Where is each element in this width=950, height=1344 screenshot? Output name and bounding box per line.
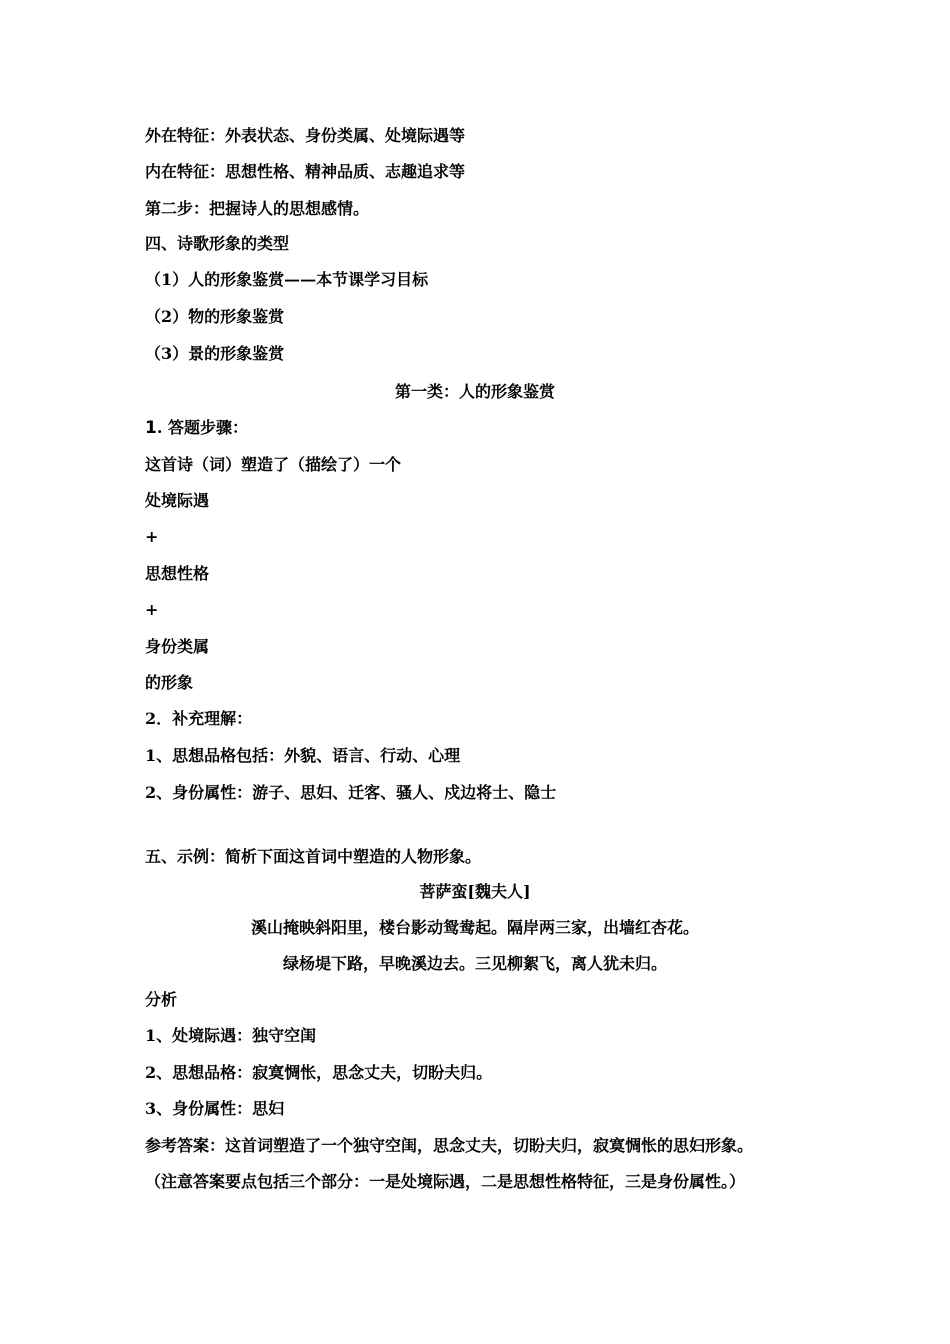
type-person-item: （1）人的形象鉴赏——本节课学习目标 xyxy=(145,270,429,289)
supplement-heading: 2．补充理解： xyxy=(145,709,253,728)
analysis-item-3: 3、身份属性：思妇 xyxy=(145,1099,285,1118)
reference-answer: 参考答案：这首词塑造了一个独守空闺，思念丈夫，切盼夫归，寂寞惆怅的思妇形象。 xyxy=(145,1136,754,1155)
poem-line-1: 溪山掩映斜阳里，楼台影动鸳鸯起。隔岸两三家，出墙红杏花。 xyxy=(250,918,699,937)
poem-title: 菩萨蛮[魏夫人] xyxy=(419,882,531,901)
section-title: 第一类：人的形象鉴赏 xyxy=(394,382,555,401)
supplement-item-1: 1、思想品格包括：外貌、语言、行动、心理 xyxy=(145,746,461,765)
template-intro-line: 这首诗（词）塑造了（描绘了）一个 xyxy=(145,455,402,474)
analysis-item-1: 1、处境际遇：独守空闺 xyxy=(145,1026,317,1045)
analysis-item-2: 2、思想品格：寂寞惆怅，思念丈夫，切盼夫归。 xyxy=(145,1063,493,1082)
plus-sign-2: + xyxy=(145,600,159,619)
inner-features-line: 内在特征：思想性格、精神品质、志趣追求等 xyxy=(145,162,466,181)
type-object-item: （2）物的形象鉴赏 xyxy=(145,307,285,326)
answer-steps-heading xyxy=(145,418,248,438)
image-types-heading: 四、诗歌形象的类型 xyxy=(145,234,290,253)
poem-line-2: 绿杨堤下路，早晚溪边去。三见柳絮飞，离人犹未归。 xyxy=(282,954,667,973)
template-character: 思想性格 xyxy=(145,564,210,583)
outer-features-line: 外在特征：外表状态、身份类属、处境际遇等 xyxy=(145,126,466,145)
analysis-heading: 分析 xyxy=(145,990,178,1009)
plus-sign-1: + xyxy=(145,527,159,546)
answer-note: （注意答案要点包括三个部分：一是处境际遇，二是思想性格特征，三是身份属性。） xyxy=(145,1172,746,1191)
step-number: 1 xyxy=(145,418,157,438)
step-text: . 答题步骤： xyxy=(156,418,248,437)
supplement-item-2: 2、身份属性：游子、思妇、迁客、骚人、戍边将士、隐士 xyxy=(145,783,557,802)
example-heading: 五、示例：简析下面这首词中塑造的人物形象。 xyxy=(145,847,482,866)
template-situation: 处境际遇 xyxy=(145,491,210,510)
template-ending: 的形象 xyxy=(145,673,194,692)
step-two-line: 第二步：把握诗人的思想感情。 xyxy=(145,199,370,218)
type-scene-item: （3）景的形象鉴赏 xyxy=(145,344,285,363)
template-identity: 身份类属 xyxy=(145,637,210,656)
